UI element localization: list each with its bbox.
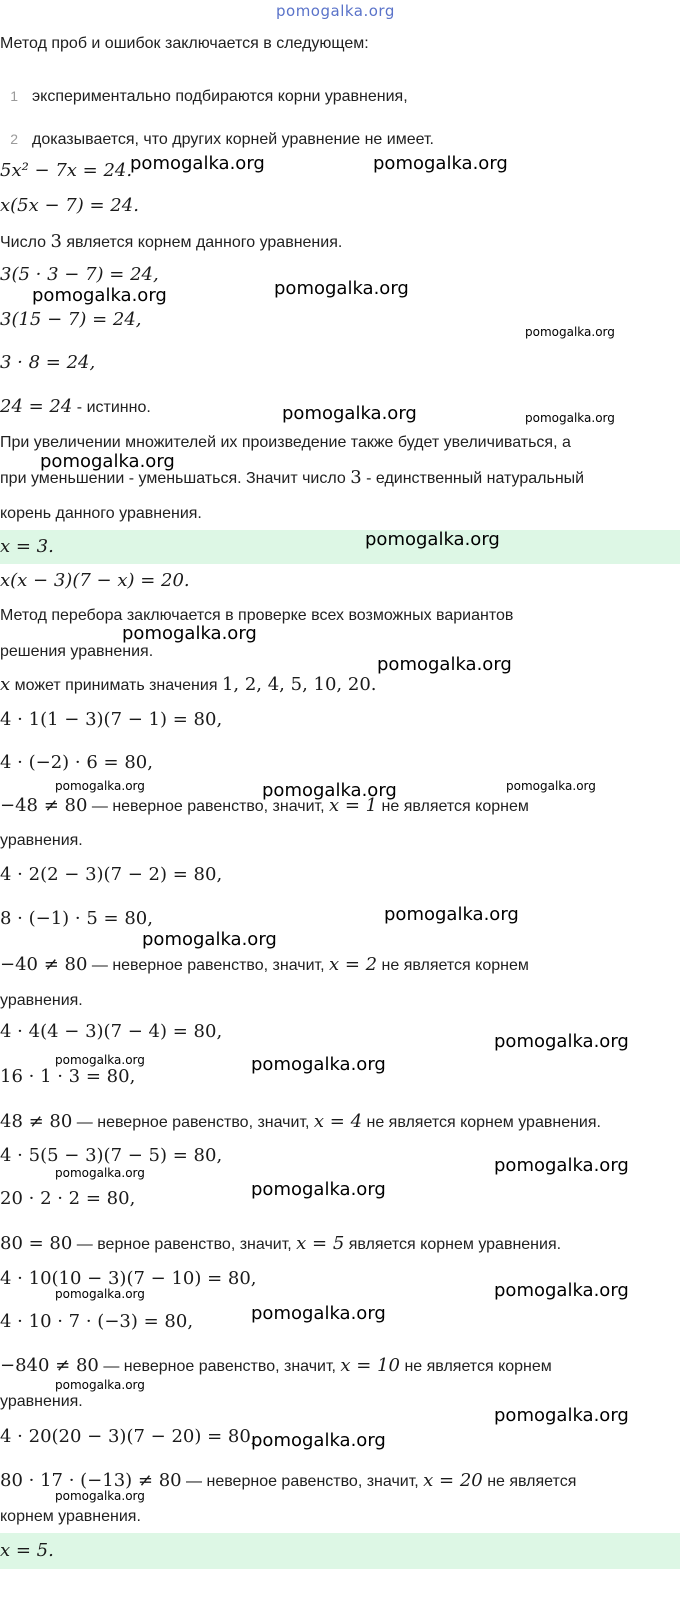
watermark: pomogalka.org (251, 1054, 386, 1075)
watermark: pomogalka.org (55, 1378, 145, 1392)
equation: 5x² − 7x = 24. (0, 160, 133, 181)
check-result: 80 · 17 · (−13) ≠ 80 — неверное равенство, значит, x = 20 не является (0, 1470, 577, 1491)
equation: x(x − 3)(7 − x) = 20. (0, 570, 190, 591)
check-result: 80 = 80 — верное равенство, значит, x = 5 является корнем уравнения. (0, 1233, 562, 1254)
reason-text: при уменьшении - уменьшаться. Значит число 3 - единственный натуральный (0, 467, 585, 488)
method-text: решения уравнения. (0, 643, 154, 660)
equation: 16 · 1 · 3 = 80, (0, 1066, 136, 1087)
reason-text: корень данного уравнения. (0, 505, 202, 522)
answer: x = 3. (0, 536, 54, 557)
equation: 3(15 − 7) = 24, (0, 309, 142, 330)
watermark: pomogalka.org (494, 1280, 629, 1301)
watermark: pomogalka.org (373, 153, 508, 174)
check-result-cont: уравнения. (0, 1393, 83, 1410)
list-number: 2 (10, 131, 18, 147)
equation: 4 · 2(2 − 3)(7 − 2) = 80, (0, 864, 223, 885)
claim-text: Число 3 является корнем данного уравнения. (0, 231, 343, 252)
watermark: pomogalka.org (55, 779, 145, 793)
watermark: pomogalka.org (55, 1287, 145, 1301)
watermark: pomogalka.org (40, 451, 175, 472)
equation: 3 · 8 = 24, (0, 352, 96, 373)
watermark: pomogalka.org (274, 278, 409, 299)
list-number: 1 (10, 88, 18, 104)
equation: 4 · 20(20 − 3)(7 − 20) = 80, (0, 1426, 257, 1447)
check-result: −40 ≠ 80 — неверное равенство, значит, x = 2 не является корнем (0, 954, 529, 975)
equation: 4 · 5(5 − 3)(7 − 5) = 80, (0, 1145, 223, 1166)
list-item-1 (0, 87, 408, 106)
equation: 4 · 10(10 − 3)(7 − 10) = 80, (0, 1268, 257, 1289)
equation: 4 · 1(1 − 3)(7 − 1) = 80, (0, 709, 223, 730)
method-text: Метод перебора заключается в проверке всех возможных вариантов (0, 607, 514, 624)
answer: x = 5. (0, 1540, 54, 1561)
watermark: pomogalka.org (494, 1405, 629, 1426)
equation: 4 · (−2) · 6 = 80, (0, 752, 153, 773)
answer-highlight (0, 1533, 680, 1569)
site-header-link[interactable]: pomogalka.org (276, 2, 395, 20)
check-result-cont: уравнения. (0, 992, 83, 1009)
list-item-text: доказывается, что других корней уравнение не имеет. (32, 131, 434, 148)
watermark: pomogalka.org (282, 403, 417, 424)
watermark: pomogalka.org (262, 780, 397, 801)
equation: 4 · 10 · 7 · (−3) = 80, (0, 1311, 194, 1332)
watermark: pomogalka.org (525, 325, 615, 339)
answer-highlight (0, 530, 680, 564)
watermark: pomogalka.org (525, 411, 615, 425)
watermark: pomogalka.org (32, 285, 167, 306)
watermark: pomogalka.org (122, 623, 257, 644)
watermark: pomogalka.org (251, 1303, 386, 1324)
equation: x(5x − 7) = 24. (0, 195, 139, 216)
watermark: pomogalka.org (494, 1155, 629, 1176)
watermark: pomogalka.org (55, 1166, 145, 1180)
watermark: pomogalka.org (142, 929, 277, 950)
equation: 4 · 4(4 − 3)(7 − 4) = 80, (0, 1021, 223, 1042)
watermark: pomogalka.org (384, 904, 519, 925)
watermark: pomogalka.org (494, 1031, 629, 1052)
watermark: pomogalka.org (55, 1489, 145, 1503)
check-result: 48 ≠ 80 — неверное равенство, значит, x = 4 не является корнем уравнения. (0, 1111, 601, 1132)
watermark: pomogalka.org (365, 529, 500, 550)
equation: 20 · 2 · 2 = 80, (0, 1188, 136, 1209)
check-result: 24 = 24 - истинно. (0, 396, 151, 417)
watermark: pomogalka.org (130, 153, 265, 174)
list-item-2 (0, 130, 434, 149)
equation: 8 · (−1) · 5 = 80, (0, 908, 153, 929)
watermark: pomogalka.org (251, 1430, 386, 1451)
watermark: pomogalka.org (55, 1053, 145, 1067)
list-item-text: экспериментально подбираются корни уравнения, (32, 88, 408, 105)
check-result-cont: уравнения. (0, 832, 83, 849)
reason-text: При увеличении множителей их произведение также будет увеличиваться, а (0, 434, 571, 451)
watermark: pomogalka.org (506, 779, 596, 793)
check-result: −840 ≠ 80 — неверное равенство, значит, x = 10 не является корнем (0, 1355, 552, 1376)
check-result: −48 ≠ 80 — неверное равенство, значит, x = 1 не является корнем (0, 795, 529, 816)
intro-text: Метод проб и ошибок заключается в следующем: (0, 35, 369, 52)
watermark: pomogalka.org (251, 1179, 386, 1200)
values-text: x может принимать значения 1, 2, 4, 5, 10, 20. (0, 674, 377, 695)
check-result-cont: корнем уравнения. (0, 1508, 141, 1525)
watermark: pomogalka.org (377, 654, 512, 675)
equation: 3(5 · 3 − 7) = 24, (0, 264, 159, 285)
